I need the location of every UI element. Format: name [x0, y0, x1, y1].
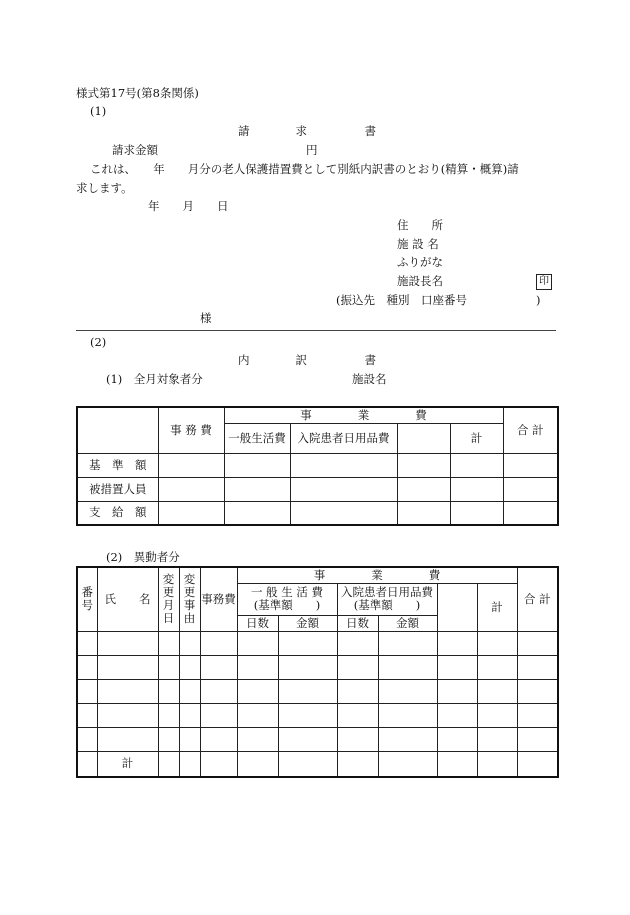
general-living-header: 一般生活費 [224, 423, 290, 453]
office-cost-header: 事務費 [200, 567, 237, 631]
invoice-title: 請 求 書 [238, 124, 376, 138]
cell[interactable] [477, 727, 517, 751]
cell[interactable] [158, 679, 179, 703]
cell[interactable] [179, 679, 200, 703]
form-id: 様式第17号(第8条関係) [76, 86, 199, 100]
cell[interactable] [158, 655, 179, 679]
part1-label: (1) [90, 104, 107, 118]
cell[interactable] [278, 631, 337, 655]
cell[interactable] [397, 501, 450, 525]
cell[interactable] [517, 751, 558, 777]
cell[interactable] [517, 679, 558, 703]
cell[interactable] [437, 655, 477, 679]
cell[interactable] [77, 751, 97, 777]
transfer-table [76, 566, 559, 778]
cell[interactable] [200, 703, 237, 727]
cell[interactable] [97, 631, 158, 655]
cell[interactable] [378, 751, 437, 777]
days-header: 日数 [337, 615, 378, 631]
cell[interactable] [97, 679, 158, 703]
address-label: 住 所 [397, 218, 443, 232]
section-divider [76, 330, 556, 331]
inpatient-goods-header: 入院患者日用品費 [290, 423, 397, 453]
subtotal-header: 計 [477, 583, 517, 631]
cell[interactable] [378, 703, 437, 727]
total-row-label: 計 [97, 751, 158, 777]
cell[interactable] [278, 655, 337, 679]
cell[interactable] [517, 703, 558, 727]
cell[interactable] [278, 703, 337, 727]
cell[interactable] [397, 453, 450, 477]
cell[interactable] [477, 631, 517, 655]
cell[interactable] [179, 751, 200, 777]
change-reason-header: 変更事由 [179, 567, 200, 631]
addressee: 様 [200, 311, 212, 325]
cell[interactable] [179, 727, 200, 751]
amount-label: 請求金額 [112, 143, 158, 157]
cell[interactable] [237, 631, 278, 655]
table-row [77, 727, 558, 751]
cell[interactable] [278, 679, 337, 703]
business-cost-header: 事 業 費 [237, 567, 517, 583]
cell[interactable] [158, 727, 179, 751]
full-month-table [76, 406, 559, 526]
director-label: 施設長名 [397, 274, 443, 288]
amount-header: 金額 [378, 615, 437, 631]
cell[interactable] [200, 631, 237, 655]
cell[interactable] [450, 501, 503, 525]
cell[interactable] [237, 679, 278, 703]
general-living-header: 一 般 生 活 費 (基準額 ) [237, 583, 337, 615]
cell[interactable] [337, 703, 378, 727]
cell[interactable] [158, 631, 179, 655]
cell[interactable] [503, 453, 558, 477]
cell[interactable] [97, 727, 158, 751]
cell[interactable] [77, 679, 97, 703]
cell[interactable] [503, 477, 558, 501]
row-label-standard: 基 準 額 [77, 453, 158, 477]
row-label-payment: 支 給 額 [77, 501, 158, 525]
cell[interactable] [378, 631, 437, 655]
facility-label: 施 設 名 [397, 237, 439, 251]
breakdown-title: 内 訳 書 [238, 353, 376, 367]
cell[interactable] [97, 703, 158, 727]
days-header: 日数 [237, 615, 278, 631]
section1-label: (1) 全月対象者分 [106, 372, 203, 386]
cell[interactable] [437, 751, 477, 777]
cell[interactable] [77, 727, 97, 751]
blank-header [397, 423, 450, 453]
total-header: 合 計 [517, 567, 558, 631]
cell[interactable] [378, 727, 437, 751]
table-row [77, 679, 558, 703]
cell[interactable] [378, 655, 437, 679]
section2-label: (2) 異動者分 [106, 550, 180, 564]
transfer-info: (振込先 種別 口座番号 ) [336, 293, 541, 307]
cell[interactable] [397, 477, 450, 501]
row-label-persons: 被措置人員 [77, 477, 158, 501]
cell[interactable] [450, 453, 503, 477]
cell[interactable] [278, 727, 337, 751]
cell[interactable] [158, 751, 179, 777]
cell[interactable] [437, 679, 477, 703]
cell[interactable] [337, 631, 378, 655]
amount-unit: 円 [306, 143, 318, 157]
blank-header [437, 583, 477, 631]
cell[interactable] [179, 703, 200, 727]
cell[interactable] [337, 655, 378, 679]
cell[interactable] [290, 453, 397, 477]
cell[interactable] [237, 703, 278, 727]
subtotal-header: 計 [450, 423, 503, 453]
name-header: 氏 名 [97, 567, 158, 631]
cell[interactable] [517, 727, 558, 751]
cell[interactable] [477, 679, 517, 703]
cell[interactable] [158, 501, 224, 525]
body-line-1: これは、 年 月分の老人保護措置費として別紙内訳書のとおり(精算・概算)請 [90, 162, 519, 176]
cell[interactable] [158, 453, 224, 477]
cell[interactable] [97, 655, 158, 679]
cell[interactable] [517, 655, 558, 679]
cell[interactable] [224, 501, 290, 525]
office-cost-header: 事 務 費 [158, 407, 224, 453]
cell[interactable] [200, 751, 237, 777]
cell[interactable] [237, 655, 278, 679]
cell[interactable] [477, 703, 517, 727]
transfer-table-body [77, 631, 558, 751]
inpatient-goods-header: 入院患者日用品費 (基準額 ) [337, 583, 437, 615]
cell[interactable] [77, 631, 97, 655]
corner-cell [77, 407, 158, 453]
number-header: 番号 [77, 567, 97, 631]
cell[interactable] [437, 727, 477, 751]
table-row [77, 655, 558, 679]
cell[interactable] [437, 703, 477, 727]
furigana-label: ふりがな [397, 255, 443, 269]
cell[interactable] [77, 655, 97, 679]
cell[interactable] [337, 679, 378, 703]
table-row [77, 703, 558, 727]
cell[interactable] [158, 703, 179, 727]
cell[interactable] [179, 655, 200, 679]
date-line: 年 月 日 [148, 199, 229, 213]
cell[interactable] [237, 727, 278, 751]
cell[interactable] [378, 679, 437, 703]
cell[interactable] [337, 727, 378, 751]
cell[interactable] [290, 477, 397, 501]
cell[interactable] [337, 751, 378, 777]
cell[interactable] [158, 477, 224, 501]
table-row [77, 631, 558, 655]
cell[interactable] [517, 631, 558, 655]
cell[interactable] [290, 501, 397, 525]
cell[interactable] [237, 751, 278, 777]
cell[interactable] [179, 631, 200, 655]
amount-header: 金額 [278, 615, 337, 631]
facility-name-label: 施設名 [352, 372, 387, 386]
body-line-2: 求します。 [76, 181, 133, 195]
cell[interactable] [278, 751, 337, 777]
cell[interactable] [200, 727, 237, 751]
cell[interactable] [437, 631, 477, 655]
cell[interactable] [503, 501, 558, 525]
cell[interactable] [77, 703, 97, 727]
cell[interactable] [477, 655, 517, 679]
cell[interactable] [200, 679, 237, 703]
change-date-header: 変更月日 [158, 567, 179, 631]
cell[interactable] [477, 751, 517, 777]
cell[interactable] [224, 453, 290, 477]
cell[interactable] [450, 477, 503, 501]
business-cost-header: 事 業 費 [224, 407, 503, 423]
seal-mark: 印 [536, 273, 552, 290]
total-header: 合 計 [503, 407, 558, 453]
cell[interactable] [200, 655, 237, 679]
part2-label: (2) [90, 335, 107, 349]
cell[interactable] [224, 477, 290, 501]
